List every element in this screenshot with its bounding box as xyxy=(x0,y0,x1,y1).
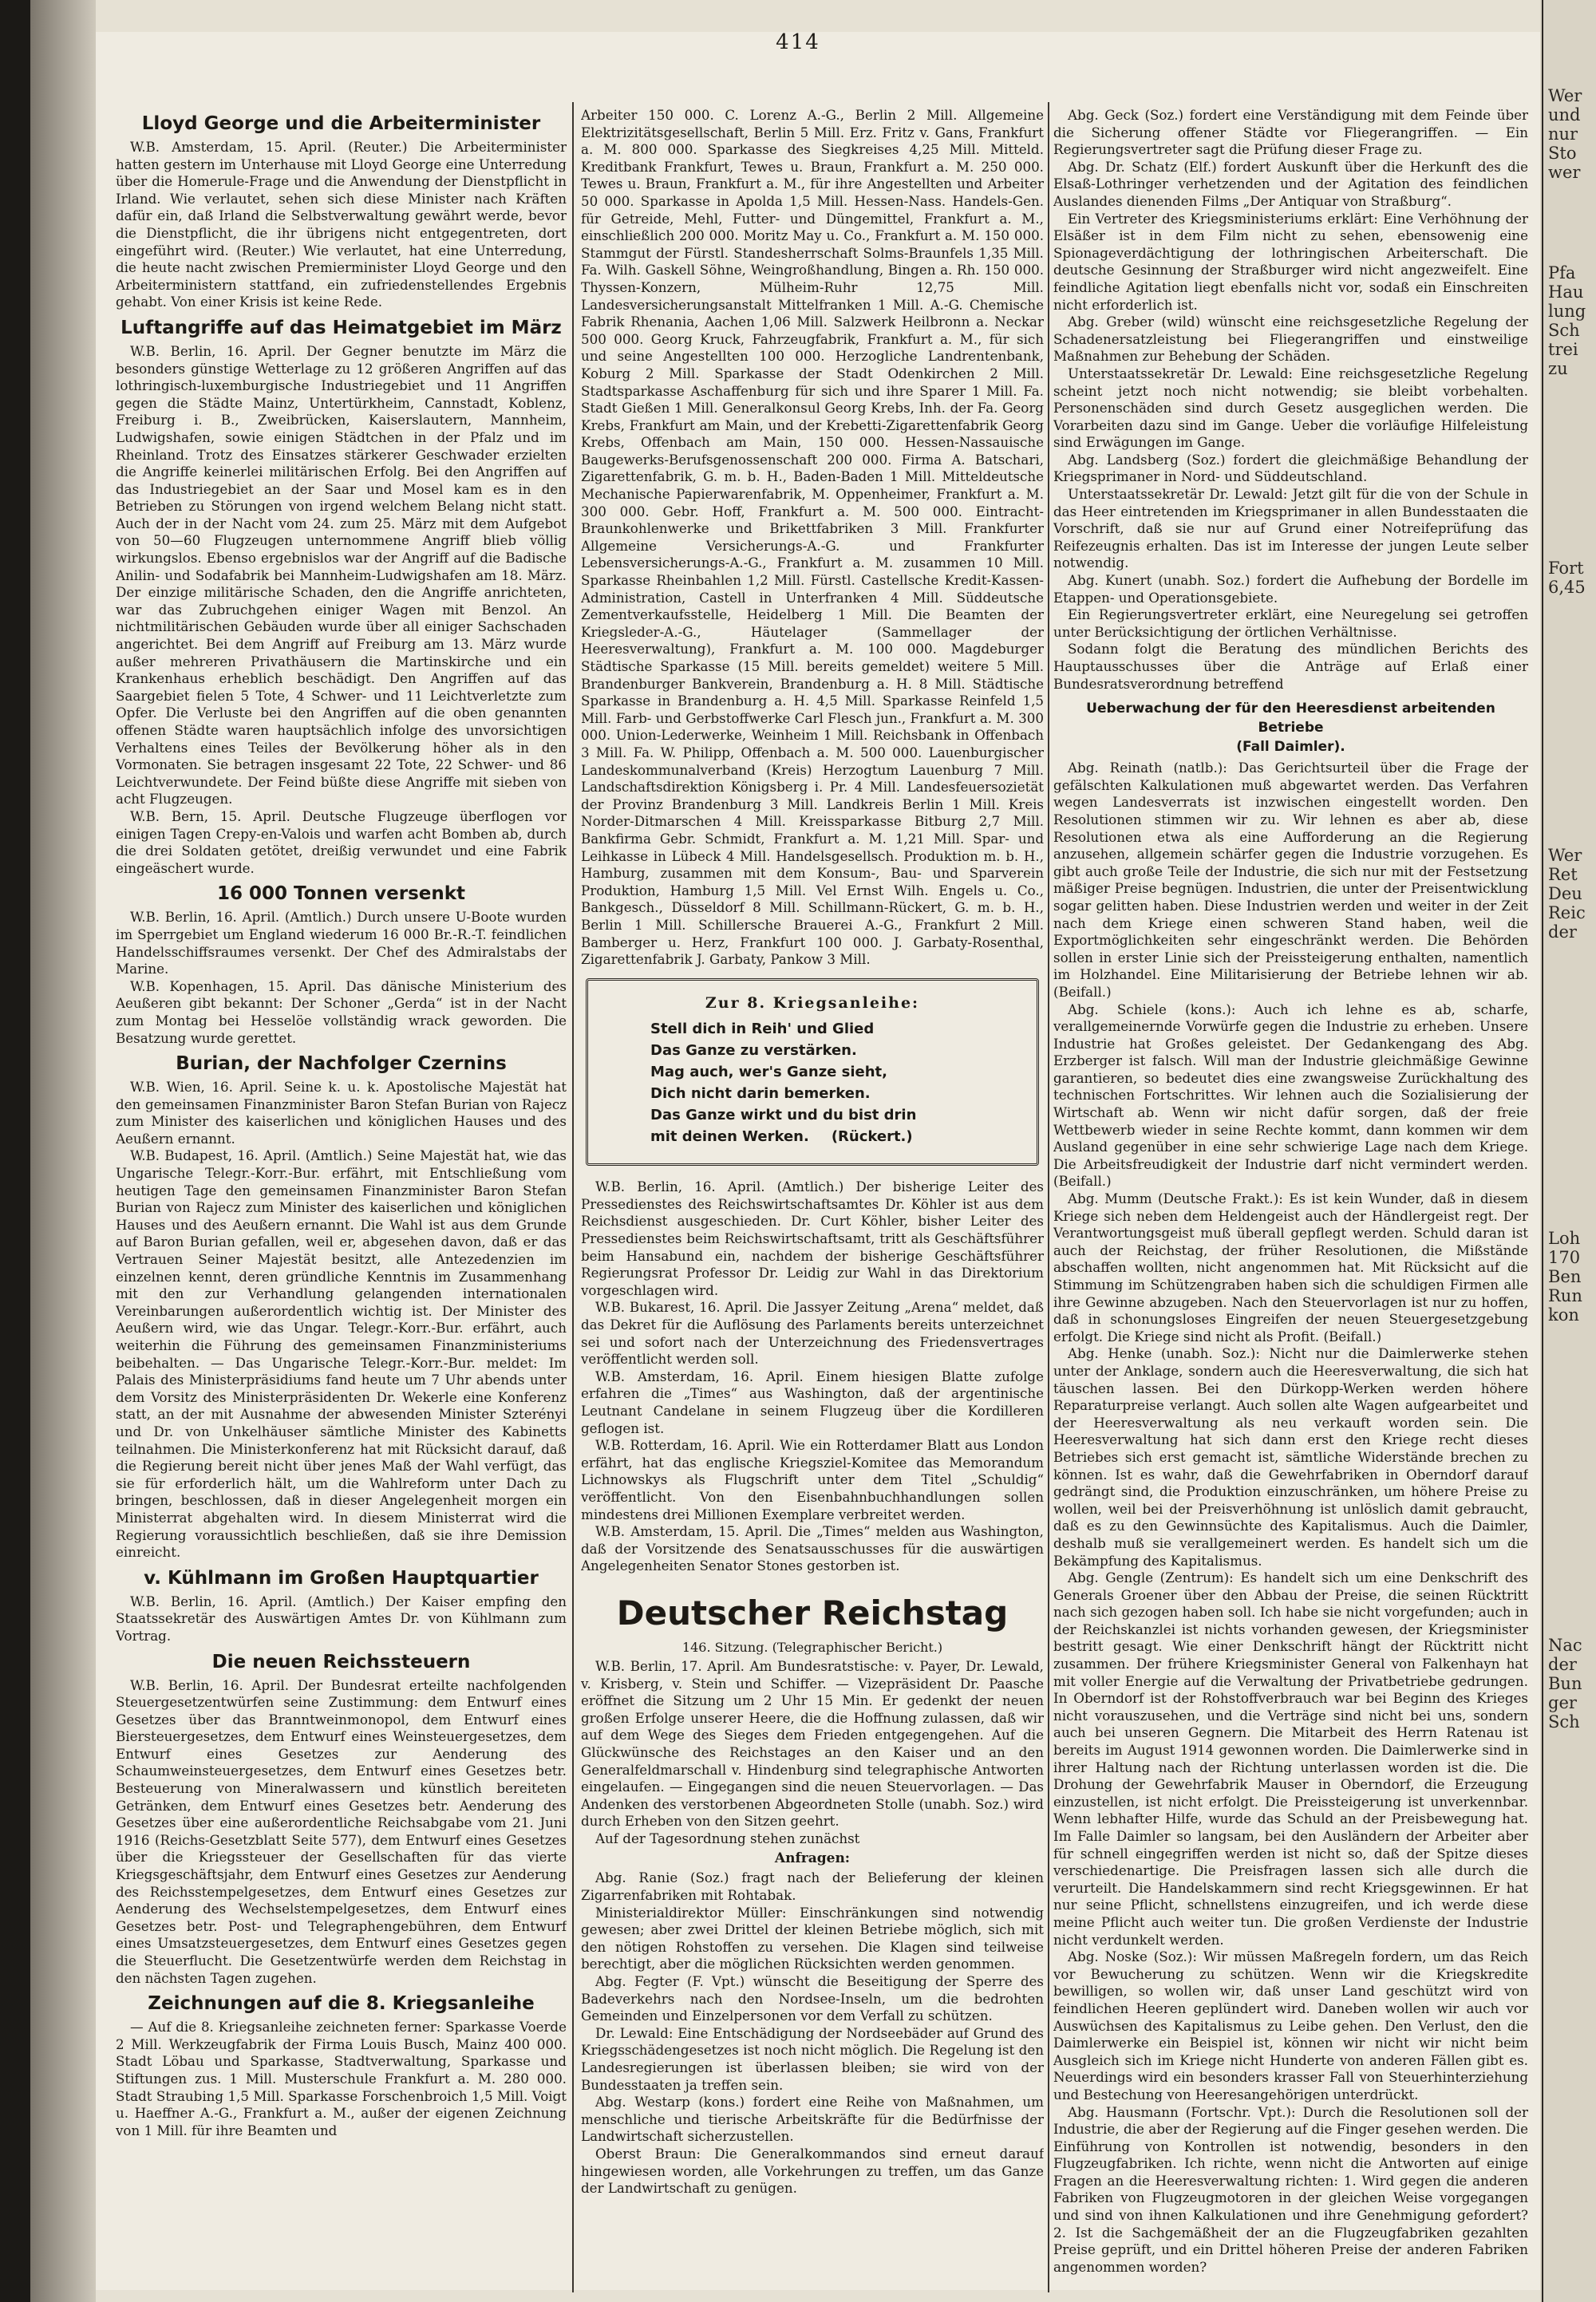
headline-tonnen-versenkt: 16 000 Tonnen versenkt xyxy=(216,883,466,905)
edge-word: Sto xyxy=(1548,144,1577,163)
book-spine xyxy=(0,0,96,2302)
column-left xyxy=(116,107,567,2293)
article-paragraph: Arbeiter 150 000. C. Lorenz A.-G., Berlin 2 Mill. Allgemeine Elektrizitätsgesellschaft, Berlin 5 Mill. Erz. Fritz v. Gans, Frankfurt a. M. 800 000. Sparkasse des Siegkreises 4,25 Mill. Mitteld. Kreditbank Frankfurt, Tewes u. Braun, Frankfurt a. M. 250 000. Tewes u. Braun, Frankfurt a. M., für ihre Angestellten und Arbeiter 50 000. Sparkasse in Apolda 1,5 Mill. Hessen-Nass. Handels-Gen. für Getreide, Mehl, Futter- und Düngemittel, Frankfurt a. M., einschließlich 200 000. Moritz May u. Co., Frankfurt a. M. 150 000. Stammgut der Fürstl. Standesherrschaft Solms-Braunfels 1,35 Mill. Fa. Wilh. Gaskell Söhne, Weingroßhandlung, Bingen a. Rh. 150 000. Thyssen-Konzern, Mülheim-Ruhr 12,75 Mill. Landesversicherungsanstalt Mittelfranken 1 Mill. A.-G. Chemische Fabrik Rhenania, Aachen 1,06 Mill. Salzwerk Heilbronn a. Neckar 500 000. Georg Kruck, Fahrzeugfabrik, Frankfurt a. M., für sich und seine Angestellten 100 000. Herzogliche Landrentenbank, Koburg 2 Mill. Sparkasse der Stadt Odenkirchen 2 Mill. Stadtsparkasse Aschaffenburg für sich und ihre Sparer 1 Mill. Fa. Stadt Gießen 1 Mill. Generalkonsul Georg Krebs, Inh. der Fa. Georg Krebs, Frankfurt am Main, und der Krebetti-Zigarettenfabrik Georg Krebs, Offenbach am Main, 150 000. Hessen-Nassauische Baugewerks-Berufsgenossenschaft 200 000. Firma A. Batschari, Zigarettenfabrik, G. m. b. H., Baden-Baden 1 Mill. Mitteldeutsche Mechanische Papierwarenfabrik, M. Oppenheimer, Frankfurt a. M. 300 000. Gebr. Hoff, Frankfurt a. M. 500 000. Eintracht-Braunkohlenwerke und Brikettfabriken 3 Mill. Frankfurter Allgemeine Versicherungs-A.-G. und Frankfurter Lebensversicherungs-A.-G., Frankfurt a. M. zusammen 10 Mill. Sparkasse Rheinbahlen 1,2 Mill. Fürstl. Castellsche Kredit-Kassen-Administration, Castell in Unterfranken 4 Mill. Süddeutsche Zementverkaufsstelle, Heidelberg 1 Mill. Die Beamten der Kriegsleder-A.-G., Häutelager (Sammellager der Heeresverwaltung), Frankfurt a. M. 100 000. Magdeburger Städtische Sparkasse (15 Mill. bereits gemeldet) weitere 5 Mill. Brandenburger Bankverein, Brandenburg a. H. 8 Mill. Städtische Sparkasse in Brandenburg a. H. 4,5 Mill. Sparkasse Reinfeld 1,5 Mill. Farb- und Gerbstoffwerke Carl Flesch jun., Frankfurt a. M. 300 000. Union-Lederwerke, Weinheim 1 Mill. Reichsbank in Offenbach 3 Mill. Fa. W. Philipp, Offenbach a. M. 500 000. Lauenburgischer Landeskommunalverband (Kreis) Herzogtum Lauenburg 7 Mill. Landschaftsdirektion Königsberg i. Pr. 4 Mill. Landesfeuersozietät der Provinz Brandenburg 3 Mill. Landkreis Berlin 1 Mill. Kreis Norder-Ditmarschen 4 Mill. Kreissparkasse Bitburg 2,7 Mill. Bankfirma Gebr. Schmidt, Frankfurt a. M. 1,21 Mill. Spar- und Leihkasse in Lübeck 4 Mill. Handelsgesellsch. Produktion m. b. H., Hamburg, zusammen mit dem Konsum-, Bau- und Sparverein Produktion, Hamburg 1,5 Mill. Vel Ernst Wilh. Engels u. Co., Bankgesch., Düsseldorf 8 Mill. Schillmann-Rückert, G. m. b. H., Berlin 1 Mill. Schillersche Brauerei A.-G., Frankfurt 2 Mill. Bamberger u. Herz, Frankfurt 100 000. J. Garbaty-Rosenthal, Zigarettenfabrik J. Garbaty, Pankow 3 Mill. xyxy=(581,107,1044,968)
article-paragraph: Abg. Fegter (F. Vpt.) wünscht die Beseitigung der Sperre des Badeverkehrs nach den Nordsee-Inseln, um die bedrohten Gemeinden und Einzelpersonen vor dem Verfall zu schützen. xyxy=(581,1973,1044,2024)
headline-burian: Burian, der Nachfolger Czernins xyxy=(176,1053,507,1075)
poem-title: Zur 8. Kriegsanleihe: xyxy=(705,993,920,1012)
article-paragraph: Sodann folgt die Beratung des mündlichen Berichts des Hauptausschusses über die Anträge auf Erlaß einer Bundesratsverordnung betreffend xyxy=(1053,641,1528,692)
article-paragraph: Ministerialdirektor Müller: Einschränkungen sind notwendig gewesen; aber zwei Drittel der kleinen Betriebe möglich, sich mit den nötigen Rohstoffen zu versehen. Die Klagen sind teilweise berechtigt, aber die möglichen Rücksichten werden genommen. xyxy=(581,1904,1044,1972)
headline-deutscher-reichstag: Deutscher Reichstag xyxy=(616,1593,1009,1633)
article-paragraph: Unterstaatssekretär Dr. Lewald: Jetzt gilt für die von der Schule in das Heer eintretenden im Kriegsprimaner in allen Bundesstaaten die Vorschrift, daß sie nur auf Grund einer Notreifeprüfung das Reifezeugnis erhalten. Das ist im Interesse der jungen Leute selber notwendig. xyxy=(1053,486,1528,571)
article-paragraph: Ein Regierungsvertreter erklärt, eine Neuregelung sei getroffen unter Berücksichtigung der örtlichen Verhältnisse. xyxy=(1053,606,1528,640)
session-subtitle: 146. Sitzung. (Telegraphischer Bericht.) xyxy=(681,1639,943,1655)
edge-word: trei xyxy=(1548,340,1578,359)
edge-word: 170 xyxy=(1548,1248,1581,1267)
article-paragraph: W.B. Kopenhagen, 15. April. Das dänische Ministerium des Aeußeren gibt bekannt: Der Schoner „Gerda“ ist in der Nacht zum Montag bei Hesselöe vollständig wrack geworden. Die Besatzung wurde gerettet. xyxy=(116,977,567,1046)
article-paragraph: Abg. Henke (unabh. Soz.): Nicht nur die Daimlerwerke stehen unter der Anklage, sondern auch die Heeresverwaltung, die sich hat täuschen lassen. Bei den Dürkopp-Werken werden höhere Reparaturpreise verlangt. Auch sollen alte Wagen aufgearbeitet und der Heeresverwaltung als neu verkauft worden sein. Die Heeresverwaltung hat sich dann erst den Kriege recht dieses Betriebes sich erst gemacht ist, sämtliche Widerstände brechen zu können. Ist es wahr, daß die Gewehrfabriken in Oberndorf darauf gedrängt sind, die Produktion einzuschränken, um höhere Preise zu wollen, weil bei der Preisverhöhnung ist unlöslich damit gebraucht, daß es zu den Gewinnsüchte des Kapitalismus. Auch die Daimler, deshalb muß sie verallgemeinert werden. Es handelt sich um die Bekämpfung des Kapitalismus. xyxy=(1053,1345,1528,1569)
headline-fall-daimler: (Fall Daimler). xyxy=(1236,739,1345,756)
headline-lloyd-george: Lloyd George und die Arbeiterminister xyxy=(141,113,541,134)
edge-word: Reic xyxy=(1548,903,1586,922)
edge-word: kon xyxy=(1548,1305,1579,1325)
edge-word: lung xyxy=(1548,302,1586,321)
edge-word: Deu xyxy=(1548,884,1582,903)
article-paragraph: W.B. Budapest, 16. April. (Amtlich.) Seine Majestät hat, wie das Ungarische Telegr.-Korr.-Bur. erfährt, mit Entschließung vom heutigen Tage den gemeinsamen Finanzminister Baron Stefan Burian von Rajecz zum Minister des kaiserlichen und königlichen Hauses und des Aeußern ernannt. Die Wahl ist aus dem Grunde auf Baron Burian gefallen, weil er, abgesehen davon, daß er das Vertrauen Seiner Majestät besitzt, alle Antezedenzien im einzelnen kennt, deren gründliche Kenntnis im Zusammenhang mit den zur Verhandlung gelangenden internationalen Vereinbarungen außerordentlich wichtig ist. Der Minister des Aeußern wird, wie das Ungar. Telegr.-Korr.-Bur. erfährt, auch weiterhin die Führung des gemeinsamen Finanzministeriums beibehalten. — Das Ungarische Telegr.-Korr.-Bur. meldet: Im Palais des Ministerpräsidiums fand heute um 7 Uhr abends unter dem Vorsitz des Ministerpräsidenten Dr. Wekerle eine Konferenz statt, an der mit Ausnahme der abwesenden Minister Szterényi und Dr. von Unkelhäuser sämtliche Minister des Kabinetts teilnahmen. Die Ministerkonferenz hat mit Rücksicht darauf, daß die Regierung bereit nicht über jenes Maß der Wahl verfügt, das sie für erforderlich hält, um die Wahlreform unter Dach zu bringen, beschlossen, daß in dieser Angelegenheit morgen ein Ministerrat abgehalten wird. In diesem Ministerrat wird die Regierung voraussichtlich beschließen, daß sie ihre Demission einreicht. xyxy=(116,1147,567,1561)
article-paragraph: W.B. Bukarest, 16. April. Die Jassyer Zeitung „Arena“ meldet, daß das Dekret für die Auflösung des Parlaments bereits unterzeichnet sei und sofort nach der Unterzeichnung des Friedensvertrages veröffentlicht werden soll. xyxy=(581,1299,1044,1368)
poem-line: Dich nicht darin bemerken. xyxy=(650,1085,871,1103)
edge-word: ger xyxy=(1548,1693,1577,1712)
edge-word: Ben xyxy=(1548,1267,1582,1286)
edge-word: Nac xyxy=(1548,1636,1582,1655)
article-paragraph: Abg. Kunert (unabh. Soz.) fordert die Aufhebung der Bordelle im Etappen- und Operationsgebiete. xyxy=(1053,572,1528,606)
article-paragraph: W.B. Berlin, 16. April. Der Gegner benutzte im März die besonders günstige Wetterlage zu 12 größeren Angriffen auf das lothringisch-luxemburgische Industriegebiet und 11 Angriffen gegen die Städte Mainz, Untertürkheim, Cannstadt, Koblenz, Freiburg i. B., Zweibrücken, Kaiserslautern, Mannheim, Ludwigshafen, sowie einigen Städtchen in der Pfalz und im Rheinland. Trotz des Einsatzes stärkerer Geschwader erzielten die Angriffe keinerlei militärischen Erfolg. Bei den Angriffen auf das Industriegebiet an der Saar und Mosel kam es in den Betrieben zu Störungen von irgend welchem Belang nicht statt. Auch der in der Nacht vom 24. zum 25. März mit dem Aufgebot von 50—60 Flugzeugen unternommene Angriff blieb völlig wirkungslos. Ebenso ergebnislos war der Angriff auf die Badische Anilin- und Sodafabrik bei Mannheim-Ludwigshafen am 18. März. Der einzige militärische Schaden, den die Angriffe anrichteten, war das Zubruchgehen einiger Wagen mit Benzol. An nichtmilitärischen Gebäuden wurde über all einiger Sachschaden angerichtet. Bei dem Angriff auf Freiburg am 13. März wurde außer mehreren Privathäusern die Martinskirche und ein Krankenhaus erheblich beschädigt. Den Angriffen auf das Saargebiet fielen 5 Tote, 4 Schwer- und 11 Leichtverletzte zum Opfer. Die Verluste bei den Angriffen auf die oben genannten offenen Städte waren hauptsächlich infolge des unvorsichtigen Verhaltens eines Teiles der Bevölkerung höher als in den Vormonaten. Sie betragen insgesamt 22 Tote, 22 Schwer- und 86 Leichtverwundete. Der Feind büßte diese Angriffe mit sieben von acht Flugzeugen. xyxy=(116,342,567,807)
article-paragraph: W.B. Wien, 16. April. Seine k. u. k. Apostolische Majestät hat den gemeinsamen Finanzminister Baron Stefan Burian von Rajecz zum Minister des kaiserlichen und königlichen Hauses und des Aeußern ernannt. xyxy=(116,1079,567,1147)
article-paragraph: W.B. Bern, 15. April. Deutsche Flugzeuge überflogen vor einigen Tagen Crepy-en-Valois und warfen acht Bomben ab, durch die drei Soldaten getötet, dreißig verwundet und eine Fabrik eingeäschert wurde. xyxy=(116,807,567,876)
edge-word: 6,45 xyxy=(1548,578,1586,597)
article-paragraph: W.B. Berlin, 16. April. (Amtlich.) Durch unsere U-Boote wurden im Sperrgebiet um England wiederum 16 000 Br.-R.-T. feindlichen Handelsschiffsraumes versenkt. Der Chef des Admiralstabs der Marine. xyxy=(116,909,567,977)
edge-word: Wer xyxy=(1548,846,1582,865)
article-paragraph: Unterstaatssekretär Dr. Lewald: Eine reichsgesetzliche Regelung scheint jetzt noch nicht notwendig; sie bleibt vorbehalten. Personenschäden sind durch Gesetz ausgeglichen werden. Die Vorarbeiten dazu sind im Gange. Ueber die vorläufige Hilfeleistung sind Erwägungen im Gange. xyxy=(1053,365,1528,451)
article-paragraph: Abg. Greber (wild) wünscht eine reichsgesetzliche Regelung der Schadenersatzleistung bei Fliegerangriffen und einstweilige Maßnahmen zur Behebung der Schäden. xyxy=(1053,314,1528,365)
article-paragraph: Abg. Gengle (Zentrum): Es handelt sich um eine Denkschrift des Generals Groener über den Abbau der Preise, die seinen Rücktritt nach sich gezogen haben soll. Ich habe sie nicht vorgefunden; auch in der Reichskanzlei ist nichts vorhanden gewesen, der Kriegsminister bestritt gesagt. Wie einer Denkschrift hängt der Rücktritt nicht zusammen. Der frühere Kriegsminister General von Falkenhayn hat mit voller Energie auf die Verwaltung der Privatbetriebe gedrungen. In Oberndorf ist der Rohstoffverbrauch war bei Beginn des Krieges nicht vorauszusehen, und die Verträge sind nicht bei uns, sondern auch bei unseren Gegnern. Die Mitarbeit des Herrn Ratenau ist bereits im August 1914 gewonnen worden. Die Daimlerwerke sind in ihrer Haltung nach der Richtung unterlassen worden ist die. Die Drohung der Gewehrfabrik Mauser in Oberndorf, die Erzeugung einzustellen, ist nicht erfolgt. Die Preissteigerung ist unverkennbar. Wenn lebhafter Hilfe, wurde das Schuld an der Preisbewegung hat. Im Falle Daimler so langsam, bei den Ausländern der Arbeiter aber für schnell eingegriffen werden ist nicht so, daß der Spitze dieses verschiedenartige. Die Preisfragen lassen sich alle durch die verurteilt. Die Handelskammern sind recht Kriegsgewinnen. Er hat nur seine Pflicht, schnellstens einzugreifen, und ich werde diese meine Pflicht auch weiter tun. Die großen Verdienste der Industrie nicht verdunkelt werden. xyxy=(1053,1570,1528,1948)
edge-word: nur xyxy=(1548,124,1578,144)
poem-box xyxy=(586,978,1039,1167)
column-middle xyxy=(581,107,1044,2293)
article-paragraph: W.B. Berlin, 17. April. Am Bundesratstische: v. Payer, Dr. Lewald, v. Krisberg, v. Stein und Schiffer. — Vizepräsident Dr. Paasche eröffnet die Sitzung um 2 Uhr 15 Min. Er gedenkt der neuen großen Erfolge unserer Heere, die die Hoffnung zulassen, daß wir auf dem Wege des Sieges dem Frieden entgegengehen. Auf die Glückwünsche des Reichstages an den Kaiser und an den Generalfeldmarschall v. Hindenburg sind telegraphische Antworten eingelaufen. — Eingegangen sind die neuen Steuervorlagen. — Das Andenken des verstorbenen Abgeordneten Stolle (unabh. Soz.) wird durch Erheben von den Sitzen geehrt. xyxy=(581,1657,1044,1830)
article-paragraph: — Auf die 8. Kriegsanleihe zeichneten ferner: Sparkasse Voerde 2 Mill. Werkzeugfabrik der Firma Louis Busch, Mainz 400 000. Stadt Löbau und Sparkasse, Stadtverwaltung, Sparkasse und Stiftungen zus. 1 Mill. Musterschule Frankfurt a. M. 280 000. Stadt Straubing 1,5 Mill. Sparkasse Forschenbroich 1,5 Mill. Voigt u. Haeffner A.-G., Frankfurt a. M., außer der eigenen Zeichnung von 1 Mill. für ihre Beamten und xyxy=(116,2019,567,2138)
edge-word: Wer xyxy=(1548,86,1582,105)
edge-word: und xyxy=(1548,105,1581,124)
article-paragraph: W.B. Berlin, 16. April. (Amtlich.) Der bisherige Leiter des Pressedienstes des Reichswirtschaftsamtes Dr. Köhler ist aus dem Reichsdienst ausgeschieden. Dr. Curt Köhler, bisher Leiter des Pressedienstes beim Reichswirtschaftsamt, tritt als Geschäftsführer beim Hansabund ein, nachdem der bisherige Geschäftsführer Regierungsrat Professor Dr. Leidig zur Wahl in das Direktorium vorgeschlagen wird. xyxy=(581,1179,1044,1298)
article-paragraph: Abg. Ranie (Soz.) fragt nach der Belieferung der kleinen Zigarrenfabriken mit Rohtabak. xyxy=(581,1870,1044,1904)
article-paragraph: Oberst Braun: Die Generalkommandos sind erneut darauf hingewiesen worden, alle Vorkehrungen zu treffen, um das Ganze der Landwirtschaft zu genügen. xyxy=(581,2145,1044,2197)
edge-word: der xyxy=(1548,922,1577,942)
article-paragraph: Abg. Geck (Soz.) fordert eine Verständigung mit dem Feinde über die Sicherung offener Städte vor Fliegerangriffen. — Ein Regierungsvertreter sagt die Prüfung dieser Frage zu. xyxy=(1053,107,1528,158)
poem-author: (Rückert.) xyxy=(831,1128,913,1146)
article-paragraph: Abg. Noske (Soz.): Wir müssen Maßregeln fordern, um das Reich vor Bewucherung zu schützen. Wenn wir die Kriegskredite bewilligen, so wollen wir, daß unser Land geschützt wird von feindlichen Heeren geplündert wird. Daneben wollen wir auch vor Auswüchsen des Kapitalismus zu Leibe gehen. Den Verlust, den die Daimlerwerke ein Beispiel ist, können wir nicht wir nicht beim Ausgleich sich im Kriege nicht Hunderte von anderen Fällen gibt es. Neuerdings wird ein besonders krasser Fall von Steuerhinterziehung und Bestechung von Heeresangehörigen unterdrückt. xyxy=(1053,1949,1528,2103)
edge-word: Hau xyxy=(1548,282,1584,302)
edge-word: Loh xyxy=(1548,1229,1581,1248)
headline-kuehlmann: v. Kühlmann im Großen Hauptquartier xyxy=(144,1567,539,1589)
section-anfragen: Anfragen: xyxy=(774,1850,851,1867)
edge-word: Run xyxy=(1548,1286,1582,1305)
edge-word: Sch xyxy=(1548,1712,1580,1731)
edge-word: Ret xyxy=(1548,865,1578,884)
headline-kriegsanleihe-zeichnungen: Zeichnungen auf die 8. Kriegsanleihe xyxy=(148,1993,535,2015)
edge-word: Sch xyxy=(1548,321,1580,340)
column-right xyxy=(1053,107,1528,2293)
article-paragraph: Abg. Hausmann (Fortschr. Vpt.): Durch die Resolutionen soll der Industrie, die aber der Regierung auf die Finger gesehen werden. Die Einführung von Kontrollen ist notwendig, besonders in den Flugzeugfabriken. Ich richte, wenn nicht die Antworten auf einige Fragen an die Heeresverwaltung richten: 1. Wird gegen die anderen Fabriken von Flugzeugmotoren in der gleichen Weise vorgegangen und sind von ihnen Kalkulationen und ihre Genehmigung gefordert? 2. Ist die Sachgemäßheit der an die Flugzeugfabriken gezahlten Preise geprüft, und ein Drittel höheren Preise der anderen Fabriken angenommen worden? xyxy=(1053,2103,1528,2275)
edge-word: Fort xyxy=(1548,559,1584,578)
edge-word: Pfa xyxy=(1548,263,1576,282)
poem-line: Das Ganze zu verstärken. xyxy=(650,1042,857,1060)
headline-ueberwachung: Ueberwachung der für den Heeresdienst arbeitenden Betriebe xyxy=(1086,701,1495,736)
edge-word: der xyxy=(1548,1655,1577,1674)
headline-luftangriffe: Luftangriffe auf das Heimatgebiet im März xyxy=(120,317,562,338)
article-paragraph: Abg. Westarp (kons.) fordert eine Reihe von Maßnahmen, um menschliche und tierische Arbeitskräfte für die Bedürfnisse der Landwirtschaft sicherzustellen. xyxy=(581,2094,1044,2145)
article-paragraph: Abg. Mumm (Deutsche Frakt.): Es ist kein Wunder, daß in diesem Kriege sich neben dem Heldengeist auch der Händlergeist regt. Der Verantwortungsgeist muß überall gepflegt werden. Schuld daran ist auch der Reichstag, der früher Resolutionen, die Mißstände abschaffen wollten, nicht angenommen hat. Mit Rücksicht auf die Stimmung im Schützengraben haben sich die schuldigen Firmen alle ihre Gewinne abzugeben. Nach den Steuervorlagen ist nur zu hoffen, daß in schonungsloses Eingreifen der neuen Steuergesetzgebung erfolgt. Die Kriege sind nicht als Profit. (Beifall.) xyxy=(1053,1190,1528,1344)
book-spine-shadow xyxy=(0,0,30,2302)
article-paragraph: Abg. Reinath (natlb.): Das Gerichtsurteil über die Frage der gefälschten Kalkulationen muß abgewartet werden. Das Verfahren wegen Landesverrats ist inzwischen eingestellt worden. Den Resolutionen stimmen wir zu. Wir lehnen es aber ab, diese Resolutionen etwa als eine Aufforderung an die Regierung anzusehen, allgemein schärfer gegen die Industrie vorzugehen. Es gibt auch große Teile der Industrie, die sich nur mit der Festsetzung mäßiger Preise begnügen. Industrien, die unter der Preisentwicklung sogar gelitten haben. Diese Industrien werden und weiter in der Zeit nach dem Kriege einen schweren Stand haben, weil die Exportmöglichkeiten sehr eingeschränkt werden. Die Behörden sollen in erster Linie sich der Preissteigerung enthalten, namentlich im Holzhandel. Eine Militarisierung der Betriebe lehnen wir ab. (Beifall.) xyxy=(1053,760,1528,1000)
article-paragraph: W.B. Berlin, 16. April. Der Bundesrat erteilte nachfolgenden Steuergesetzentwürfen seine Zustimmung: dem Entwurf eines Gesetzes über das Branntweinmonopol, dem Entwurf eines Biersteuergesetzes, dem Entwurf eines Weinsteuergesetzes, dem Entwurf eines Gesetzes zur Aenderung des Schaumweinsteuergesetzes, dem Entwurf eines Gesetzes betr. Besteuerung von Mineralwassern und künstlich bereiteten Getränken, dem Entwurf eines Gesetzes betr. Aenderung des Gesetzes über eine außerordentliche Reichsabgabe vom 21. Juni 1916 (Reichs-Gesetzblatt Seite 577), dem Entwurf eines Gesetzes über die Kriegssteuer der Gesellschaften für das vierte Kriegsgeschäftsjahr, dem Entwurf eines Gesetzes zur Aenderung des Reichsstempelgesetzes, dem Entwurf eines Gesetzes zur Aenderung des Wechselstempelgesetzes, dem Entwurf eines Gesetzes betr. Post- und Telegraphengebühren, dem Entwurf eines Umsatzsteuergesetzes, dem Entwurf eines Gesetzes gegen die Steuerflucht. Die Gesetzentwürfe werden dem Reichstag in den nächsten Tagen zugehen. xyxy=(116,1676,567,1986)
poem-line: mit deinen Werken. xyxy=(650,1128,809,1146)
article-paragraph: Auf der Tagesordnung stehen zunächst xyxy=(595,1830,860,1846)
column-rule xyxy=(572,102,574,2292)
article-paragraph: W.B. Amsterdam, 15. April. (Reuter.) Die Arbeiterminister hatten gestern im Unterhause mit Lloyd George eine Unterredung über die Homerule-Frage und die Anwendung der Dienstpflicht in Irland. Wie verlautet, sehen sich diese Minister nach Kräften dafür ein, daß Irland die Selbstverwaltung gewährt werde, bevor die Dienstpflicht, die ihr übrigens nicht entgegentreten, dort eingeführt wird. (Reuter.) Wie verlautet, hat eine Unterredung, die heute nacht zwischen Premierminister Lloyd George und den Arbeiterministern stattfand, ein zufriedenstellendes Ergebnis gehabt. Von einer Krisis ist keine Rede. xyxy=(116,139,567,310)
headline-reichssteuern: Die neuen Reichssteuern xyxy=(211,1651,471,1672)
poem-line-last xyxy=(650,1126,1027,1147)
article-paragraph: W.B. Amsterdam, 15. April. Die „Times“ melden aus Washington, daß der Vorsitzende des Senatsausschusses für die auswärtigen Angelegenheiten Senator Stones gestorben ist. xyxy=(581,1523,1044,1574)
column-rule xyxy=(1048,102,1049,2292)
adjacent-page-rule xyxy=(1542,0,1543,2302)
poem-line: Das Ganze wirkt und du bist drin xyxy=(650,1107,917,1124)
adjacent-page-edge xyxy=(1540,0,1596,2302)
article-paragraph: Abg. Schiele (kons.): Auch ich lehne es ab, scharfe, verallgemeinernde Vorwürfe gegen die Industrie zu erheben. Unsere Industrie hat Großes geleistet. Der Gedankengang des Abg. Erzberger ist falsch. Will man der Industrie gleichmäßige Gewinne garantieren, so bedeutet dies eine zwangsweise Zurückhaltung des technischen Fortschrittes. Wir lehnen auch die Sozialisierung der Wirtschaft ab. Wenn wir nicht dafür sorgen, daß der freie Wettbewerb wieder in seine Rechte kommt, dann kommen wir dem Ausland gegenüber in eine sehr schwierige Lage nach dem Kriege. Die Arbeitsfreudigkeit der Industrie darf nicht vermindert werden. (Beifall.) xyxy=(1053,1001,1528,1190)
edge-word: zu xyxy=(1548,359,1568,378)
article-paragraph: W.B. Berlin, 16. April. (Amtlich.) Der Kaiser empfing den Staatssekretär des Auswärtigen Amtes Dr. von Kühlmann zum Vortrag. xyxy=(116,1593,567,1644)
poem-line: Mag auch, wer's Ganze sieht, xyxy=(650,1064,887,1081)
poem-line: Stell dich in Reih' und Glied xyxy=(650,1021,875,1038)
article-paragraph: Abg. Dr. Schatz (Elf.) fordert Auskunft über die Herkunft des die Elsaß-Lothringer verhetzenden und der Agitation des feindlichen Auslandes dienenden Films „Der Antiquar von Straßburg“. xyxy=(1053,158,1528,209)
page-number: 414 xyxy=(776,30,820,54)
edge-word: Bun xyxy=(1548,1674,1582,1693)
edge-word: wer xyxy=(1548,163,1581,182)
article-paragraph: Ein Vertreter des Kriegsministeriums erklärt: Eine Verhöhnung der Elsäßer ist in dem Film nicht zu sehen, ebensowenig eine Spionageverdächtigung der lothringischen Arbeiterschaft. Die deutsche Gesinnung der Straßburger wird nicht angezweifelt. Eine feindliche Agitation liegt ebenfalls nicht vor, sodaß ein Einschreiten nicht erforderlich ist. xyxy=(1053,210,1528,313)
article-paragraph: Dr. Lewald: Eine Entschädigung der Nordseebäder auf Grund des Kriegsschädengesetzes ist noch nicht möglich. Die Regelung ist den Landesregierungen ist überlassen bleiben; sie wird von der Bundesstaaten ja treffen sein. xyxy=(581,2024,1044,2093)
article-paragraph: W.B. Amsterdam, 16. April. Einem hiesigen Blatte zufolge erfahren die „Times“ aus Washington, daß der argentinische Leutnant Candelane in seinem Flugzeug über die Kordilleren geflogen ist. xyxy=(581,1368,1044,1436)
article-paragraph: Abg. Landsberg (Soz.) fordert die gleichmäßige Behandlung der Kriegsprimaner in Nord- und Süddeutschland. xyxy=(1053,451,1528,485)
article-paragraph: W.B. Rotterdam, 16. April. Wie ein Rotterdamer Blatt aus London erfährt, hat das englische Kriegsziel-Komitee das Memorandum Lichnowskys als Flugschrift unter dem Titel „Schuldig“ veröffentlicht. Von den Eisenbahnbuchhandlungen sollen mindestens drei Millionen Exemplare verbreitet werden. xyxy=(581,1437,1044,1522)
